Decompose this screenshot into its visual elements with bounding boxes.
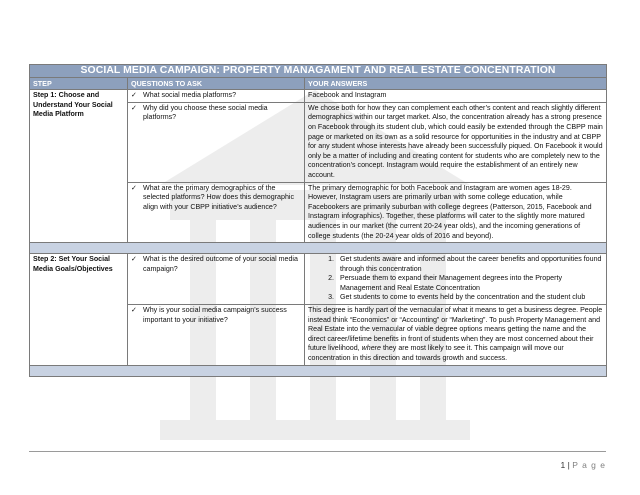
list-item: 2. Persuade them to expand their Management degrees into the Property Management and Real Estate Concentration [336, 274, 603, 293]
campaign-table [29, 64, 607, 377]
header-answers: YOUR ANSWERS [305, 77, 607, 90]
answer-cell: The primary demographic for both Facebook and Instagram are women ages 18-29. However, Instagram users are primarily urban with some college education, while Facebookers are primarily suburban with college degrees (Patterson, 2015, Facebook and Instagram infographics). Together, these platforms will cater to the slightly more matured audiences in our market (the current 20-24 year olds), and the incoming generations of college students (the 20-24 year olds of 2016 and beyond). [305, 182, 607, 243]
question-cell [128, 305, 305, 366]
answer-cell [305, 254, 607, 305]
answer-cell: Facebook and Instagram [305, 90, 607, 103]
question-cell [128, 102, 305, 182]
header-step: STEP [30, 77, 128, 90]
answer-text: they are most likely to see it. This campaign will move our concentration in this direction and towards growth and success. [308, 344, 564, 363]
document-title: SOCIAL MEDIA CAMPAIGN: PROPERTY MANAGAMENT AND REAL ESTATE CONCENTRATION [30, 65, 607, 78]
header-questions: QUESTIONS TO ASK [128, 77, 305, 90]
checkmark-icon: ✓ [131, 183, 137, 192]
list-item: 1. Get students aware and informed about the career benefits and opportunities found through this concentration [336, 255, 603, 274]
answer-text: This degree is hardly part of the vernacular of what it means to get a business degree. People instead think “Economics” or “Accounting” or “Marketing”. To push Property Management and Real Estate into the vernacular of viable degree options means getting the name and the direct career/lifetime benefits in front of students when they are most concerned about their future livelihood, [308, 306, 603, 353]
question-text: What are the primary demographics of the selected platforms? How does this demographic align with your CBPP initiative’s audience? [143, 183, 295, 211]
question-cell [128, 182, 305, 243]
title-row [30, 65, 607, 78]
answer-cell: We chose both for how they can complement each other’s content and reach slightly different demographics within our target market. Also, the concentration already has a strong presence on Facebook through its student club, which could easily be extended through the CBPP main page or marketed on its own as a solid resource for opportunities in the industry and at CBPP for any student whose interests have already been successfully piqued. On Facebook it would only be a matter of including and creating content for students who are completely new to the concentration’s concept. Instagram would require the establishment of an entirely new account. [305, 102, 607, 182]
step-1-label: Step 1: Choose and Understand Your Social Media Platform [30, 90, 128, 243]
header-row [30, 77, 607, 90]
question-cell [128, 90, 305, 103]
page-number [561, 460, 607, 470]
emphasis-text: where [361, 344, 381, 353]
goals-list [308, 255, 603, 303]
step-2-label: Step 2: Set Your Social Media Goals/Objectives [30, 254, 128, 366]
question-text: Why did you choose these social media platforms? [143, 103, 268, 122]
checkmark-icon: ✓ [131, 103, 137, 112]
checkmark-icon: ✓ [131, 91, 137, 100]
list-item: 3. Get students to come to events held by the concentration and the student club [336, 293, 603, 303]
question-text: What is the desired outcome of your social media campaign? [143, 255, 298, 273]
table-row [30, 254, 607, 305]
answer-cell [305, 305, 607, 366]
page-number-value: 1 [560, 460, 566, 470]
checkmark-icon: ✓ [131, 306, 137, 315]
question-cell [128, 254, 305, 305]
question-text: What social media platforms? [143, 91, 237, 100]
section-divider-row [30, 243, 607, 254]
checkmark-icon: ✓ [131, 255, 137, 264]
question-text: Why is your social media campaign’s success important to your initiative? [143, 306, 287, 324]
footer-divider [29, 451, 606, 452]
table-row [30, 90, 607, 103]
page-number-separator: | [567, 460, 570, 470]
section-divider-row [30, 365, 607, 376]
page-label: P a g e [572, 460, 606, 470]
